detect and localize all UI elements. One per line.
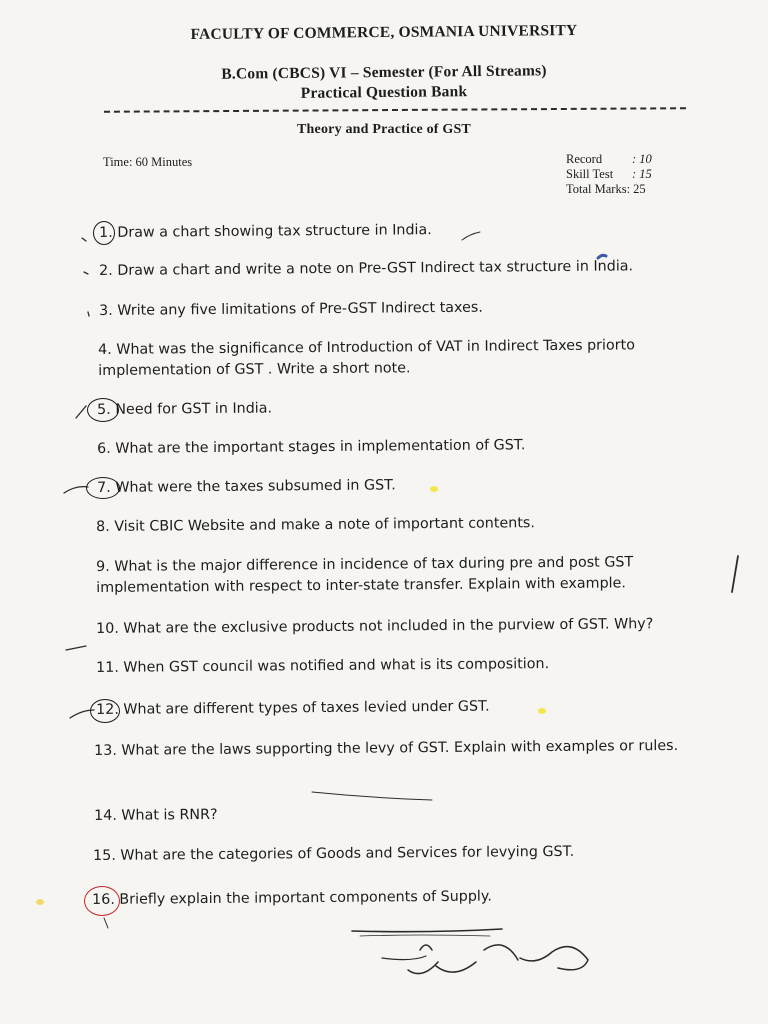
- question-text: What are different types of taxes levied under GST.: [123, 698, 490, 718]
- question-number: 12.: [96, 701, 119, 718]
- signature-underline: [360, 935, 490, 936]
- question-text: Write any five limitations of Pre-GST Indirect taxes.: [117, 299, 483, 319]
- tick-mark: [70, 710, 94, 718]
- record-value: : 10: [632, 152, 652, 166]
- tick-mark: [104, 918, 108, 928]
- question-number: 14.: [94, 807, 117, 824]
- question-number: 15.: [93, 847, 116, 864]
- question-number: 5.: [97, 401, 111, 418]
- question-number: 10.: [96, 620, 119, 637]
- tick-mark: [64, 487, 88, 493]
- question-text: What is RNR?: [121, 806, 218, 824]
- course-heading: B.Com (CBCS) VI – Semester (For All Streams): [221, 62, 547, 83]
- skill-test-value: : 15: [632, 167, 652, 181]
- signature-underline: [352, 929, 502, 932]
- question-text: Draw a chart and write a note on Pre-GST Indirect tax structure in India.: [117, 258, 634, 279]
- time-allowed: Time: 60 Minutes: [103, 155, 193, 169]
- tick-mark: [76, 406, 86, 418]
- question-text: What were the taxes subsumed in GST.: [115, 477, 396, 496]
- signature-scrawl: [408, 945, 588, 974]
- signature-scrawl: [382, 956, 426, 960]
- question-number: 3.: [99, 302, 113, 319]
- subject-title: Theory and Practice of GST: [297, 122, 471, 137]
- pencil-line: [312, 792, 432, 800]
- question-bank-heading: Practical Question Bank: [300, 83, 468, 102]
- question-number: 2.: [99, 262, 113, 279]
- question-number: 7.: [97, 479, 111, 496]
- question-text: What are the laws supporting the levy of GST. Explain with examples or rules.: [121, 737, 679, 759]
- question-number: 1.: [99, 224, 113, 241]
- question-number: 4.: [98, 341, 112, 358]
- question-number: 16.: [92, 891, 115, 908]
- margin-stroke: [732, 556, 738, 592]
- tick-mark: [82, 238, 86, 241]
- tick-mark: [84, 272, 88, 274]
- question-text: Need for GST in India.: [115, 400, 273, 418]
- question-text: When GST council was notified and what is its composition.: [123, 656, 550, 676]
- record-label: Record: [566, 152, 603, 166]
- question-number: 8.: [96, 518, 110, 535]
- ink-smudge: [598, 255, 606, 258]
- question-text: What are the important stages in implementation of GST.: [115, 437, 526, 457]
- margin-stroke: [66, 646, 86, 650]
- question-text: What are the categories of Goods and Services for levying GST.: [120, 843, 575, 864]
- question-text: Draw a chart showing tax structure in India.: [117, 222, 432, 241]
- pencil-scribble: [462, 232, 480, 240]
- question-text: What is the major difference in incidence of tax during pre and post GST implementation with respect to inter-state transfer. Explain with example.: [96, 554, 634, 596]
- tick-mark: [88, 312, 89, 316]
- skill-test-label: Skill Test: [566, 167, 614, 181]
- question-text: What are the exclusive products not included in the purview of GST. Why?: [123, 616, 654, 637]
- faculty-heading: FACULTY OF COMMERCE, OSMANIA UNIVERSITY: [190, 21, 578, 44]
- question-text: Visit CBIC Website and make a note of important contents.: [114, 515, 535, 535]
- total-marks-label: Total Marks: 25: [566, 182, 646, 196]
- question-number: 6.: [97, 440, 111, 457]
- question-number: 13.: [94, 742, 117, 759]
- question-number: 11.: [96, 659, 119, 676]
- question-number: 9.: [96, 558, 110, 575]
- question-text: Briefly explain the important components of Supply.: [119, 888, 492, 908]
- question-text: What was the significance of Introduction of VAT in Indirect Taxes priorto implementation of GST . Write a short note.: [98, 337, 636, 379]
